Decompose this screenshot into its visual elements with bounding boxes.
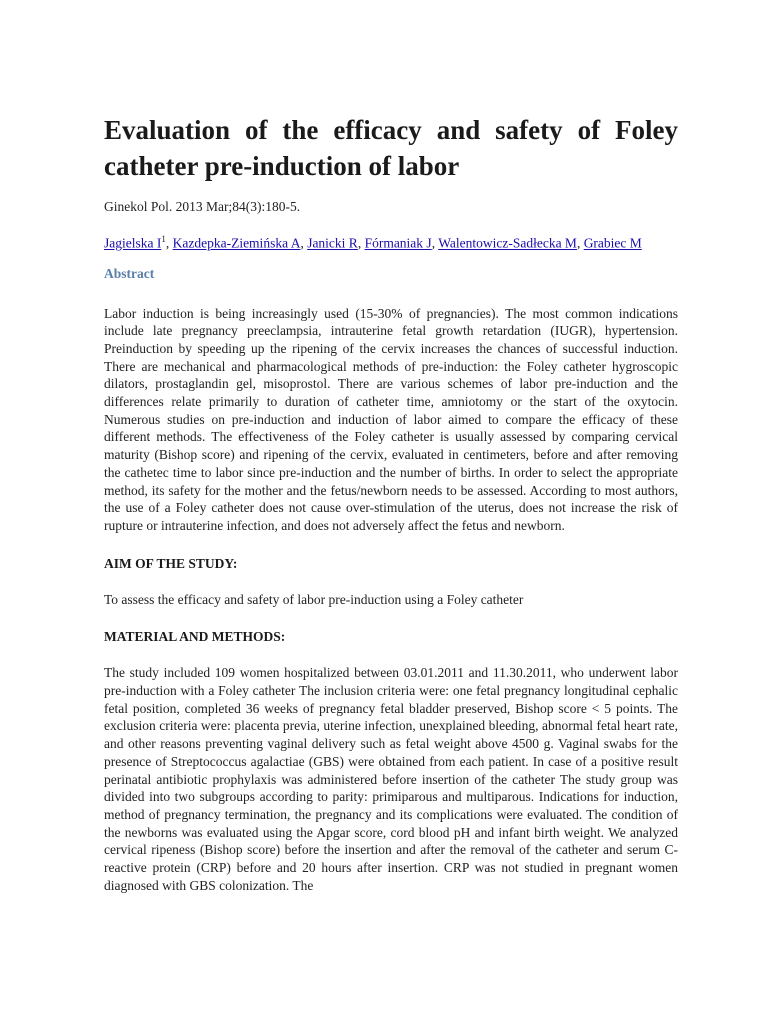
methods-paragraph: The study included 109 women hospitalized between 03.01.2011 and 11.30.2011, who underwent labor pre-induction with a Foley catheter The inclusion criteria were: one fetal pregnancy longitudinal cephalic fetal position, completed 36 weeks of pregnancy fetal bladder preserved, Bishop score < 5 points. The exclusion criteria were: placenta previa, uterine infection, unexplained bleeding, abnormal fetal heart rate, and other reasons preventing vaginal delivery such as fetal weight above 4500 g. Vaginal swabs for the presence of Streptococcus agalactiae (GBS) were obtained from each patient. In case of a positive result perinatal antibiotic prophylaxis was administered before insertion of the catheter The study group was divided into two subgroups according to parity: primiparous and multiparous. Indications for induction, method of pregnancy termination, the pregnancy and its complications were evaluated. The condition of the newborns was evaluated using the Apgar score, cord blood pH and infant birth weight. We analyzed cervical ripeness (Bishop score) before the insertion and after the removal of the catheter and serum C-reactive protein (CRP) before and 20 hours after insertion. CRP was not studied in pregnant women diagnosed with GBS colonization. The bbox=[104, 665, 678, 893]
author-affiliation-sup: 1 bbox=[161, 234, 166, 244]
author-link[interactable]: Janicki R bbox=[307, 235, 358, 251]
abstract-heading: Abstract bbox=[104, 265, 155, 281]
author-link[interactable]: Fórmaniak J bbox=[364, 235, 432, 251]
author-link[interactable]: Walentowicz-Sadłecka M bbox=[438, 235, 577, 251]
abstract-paragraph: Labor induction is being increasingly used (15-30% of pregnancies). The most common indications include late pregnancy preeclampsia, intrauterine fetal growth retardation (IUGR), hypertension. Preinduction by speeding up the ripening of the cervix increases the chances of successful induction. There are mechanical and pharmacological methods of pre-induction: the Foley catheter hygroscopic dilators, prostaglandin gel, misoprostol. There are various schemes of labor pre-induction and the differences relate primarily to duration of catheter time, amniotomy or the start of the oxytocin. Numerous studies on pre-induction and induction of labor aimed to compare the efficacy of these different methods. The effectiveness of the Foley catheter is usually assessed by comparing cervical maturity (Bishop score) and ripening of the cervix, evaluated in centimeters, before and after removing the cathetec time to labor since pre-induction and the number of births. In order to select the appropriate method, its safety for the mother and the fetus/newborn needs to be assessed. According to most authors, the use of a Foley catheter does not cause over-stimulation of the uterus, does not increase the risk of rupture or intrauterine infection, and does not adversely affect the fetus and newborn. bbox=[104, 305, 678, 533]
author-link[interactable]: Grabiec M bbox=[583, 235, 642, 251]
article-title: Evaluation of the efficacy and safety of Foley catheter pre-induction of labor bbox=[104, 115, 678, 181]
author-link[interactable]: Kazdepka-Ziemińska A bbox=[172, 235, 301, 251]
author-list: Jagielska $I^1$, Kazdepka-Ziemińska A, Janicki R, Fórmaniak J, Walentowicz-Sadłecka M, Grabiec M bbox=[104, 234, 642, 251]
author-link[interactable]: Jagielska I bbox=[104, 235, 162, 251]
journal-citation: Ginekol Pol. 2013 Mar;84(3):180-5. bbox=[104, 199, 301, 214]
article-page bbox=[104, 112, 678, 914]
aim-paragraph: To assess the efficacy and safety of labor pre-induction using a Foley catheter bbox=[104, 591, 524, 607]
methods-heading: MATERIAL AND METHODS: bbox=[104, 629, 286, 645]
aim-heading: AIM OF THE STUDY: bbox=[104, 555, 238, 571]
